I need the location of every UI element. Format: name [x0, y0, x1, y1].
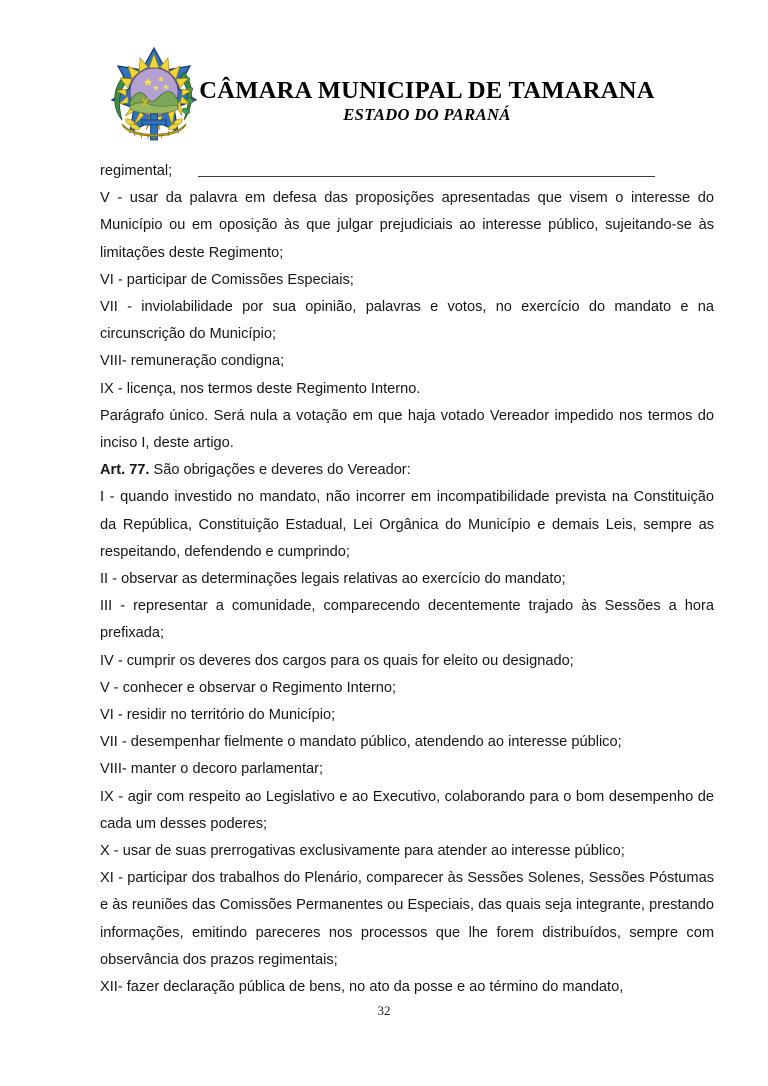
p-art-77-text: São obrigações e deveres do Vereador:: [149, 462, 411, 479]
header-text-block: [198, 78, 656, 125]
p-art77-xii: XII- fazer declaração pública de bens, no ato da posse e ao término do mandato,: [100, 979, 624, 996]
institution-subtitle: ESTADO DO PARANÁ: [343, 105, 511, 125]
document-body: [100, 158, 714, 1001]
p-art77-vi: VI - residir no território do Município;: [100, 707, 336, 724]
p-art77-xi: XI - participar dos trabalhos do Plenário, comparecer às Sessões Solenes, Sessões Póstumas e às reuniões das Comissões Permanentes ou Especiais, das quais seja integrante, prestando informações, emitindo pareceres nos processos que lhe forem distribuídos, sempre com observância dos prazos regimentais;: [100, 870, 714, 968]
page-number: 32: [377, 1003, 391, 1018]
p-art77-ii: II - observar as determinações legais relativas ao exercício do mandato;: [100, 571, 566, 588]
p-art77-x: X - usar de suas prerrogativas exclusivamente para atender ao interesse público;: [100, 843, 625, 860]
p-inciso-v: V - usar da palavra em defesa das proposições apresentadas que visem o interesse do Município ou em oposição às que julgar prejudiciais ao interesse público, sujeitando-se às limitações deste Regimento;: [100, 190, 714, 261]
p-art-77: [100, 457, 714, 484]
p-inciso-vii: VII - inviolabilidade por sua opinião, palavras e votos, no exercício do mandato e na circunscrição do Município;: [100, 299, 714, 343]
p-paragrafo-unico: Parágrafo único. Será nula a votação em que haja votado Vereador impedido nos termos do inciso I, deste artigo.: [100, 407, 714, 452]
coat-of-arms-icon: [104, 46, 204, 148]
p-art77-iv: IV - cumprir os deveres dos cargos para os quais for eleito ou designado;: [100, 652, 574, 669]
p-art77-i: I - quando investido no mandato, não incorrer em incompatibilidade prevista na Constituição da República, Constituição Estadual, Lei Orgânica do Município e demais Leis, sempre as respeitando, defendendo e cumprindo;: [100, 489, 714, 560]
p-inciso-ix: IX - licença, nos termos deste Regimento Interno.: [100, 380, 421, 397]
p-art77-iii: III - representar a comunidade, comparecendo decentemente trajado às Sessões a hora prefixada;: [100, 598, 714, 642]
p-inciso-viii: VIII- remuneração condigna;: [100, 353, 285, 370]
p-inciso-vi: VI - participar de Comissões Especiais;: [100, 271, 354, 288]
p-art77-viii: VIII- manter o decoro parlamentar;: [100, 761, 324, 778]
p-art-77-label: Art. 77.: [100, 462, 150, 479]
institution-title: CÂMARA MUNICIPAL DE TAMARANA: [199, 77, 655, 104]
p-art77-vii: VII - desempenhar fielmente o mandato público, atendendo ao interesse público;: [100, 734, 622, 751]
document-header: [0, 44, 768, 152]
p-art77-v: V - conhecer e observar o Regimento Interno;: [100, 679, 397, 696]
p-regimental: regimental;: [100, 163, 173, 179]
p-art77-ix: IX - agir com respeito ao Legislativo e ao Executivo, colaborando para o bom desempenho de cada um desses poderes;: [100, 788, 714, 832]
